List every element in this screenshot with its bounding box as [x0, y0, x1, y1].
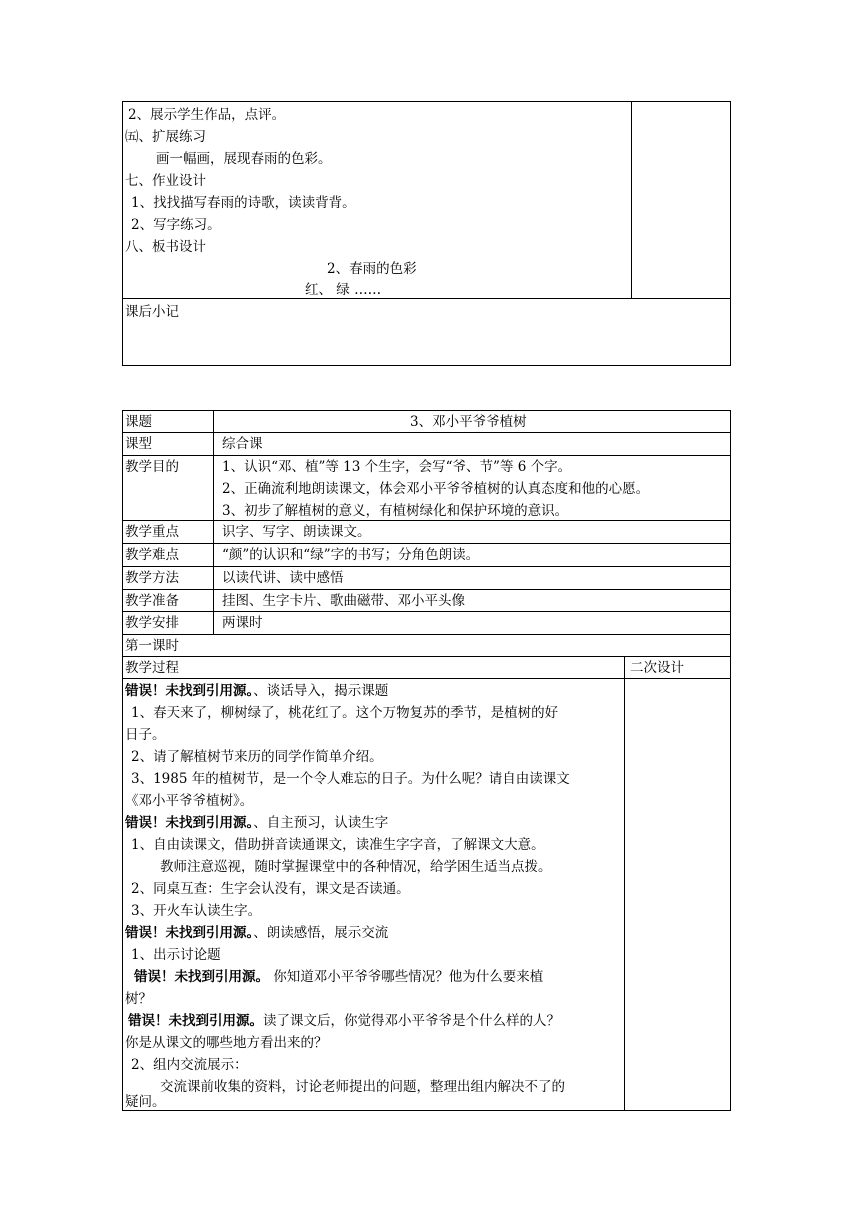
text-line: 疑问。: [125, 1094, 166, 1110]
row-label: 教学安排: [125, 615, 179, 631]
rule: [122, 410, 123, 1111]
text-line: 画一幅画，展现春雨的色彩。: [156, 151, 332, 167]
goal-item: 3、初步了解植树的意义，有植树绿化和保护环境的意识。: [222, 503, 569, 519]
goal-item: 1、认识“邓、植”等 13 个生字，会写“爷、节”等 6 个字。: [222, 459, 572, 475]
row-label: 教学准备: [125, 593, 179, 609]
row-value: 挂图、生字卡片、歌曲磁带、邓小平头像: [222, 593, 465, 609]
row-value: 识字、写字、朗读课文。: [222, 524, 371, 540]
text-line: 七、作业设计: [125, 173, 206, 189]
rule: [213, 410, 214, 635]
process-header: 教学过程: [125, 660, 179, 676]
text-line: 《邓小平爷爷植树》。: [125, 793, 254, 809]
second-design-header: 二次设计: [630, 660, 684, 676]
question-text: 你知道邓小平爷爷哪些情况？他为什么要来植: [269, 969, 544, 985]
rule: [122, 298, 731, 299]
rule: [631, 101, 632, 299]
row-value: “颜”的认识和“绿”字的书写；分角色朗读。: [222, 547, 480, 563]
board-title: 2、春雨的色彩: [327, 261, 417, 277]
text-line: 1、春天来了，柳树绿了，桃花红了。这个万物复苏的季节，是植树的好: [131, 705, 559, 721]
text-line: 3、1985 年的植树节，是一个令人难忘的日子。为什么呢？请自由读课文: [131, 771, 570, 787]
text-line: 2、写字练习。: [131, 217, 221, 233]
text-line: 2、组内交流展示：: [131, 1057, 248, 1073]
section-heading: [125, 814, 388, 832]
text-line: 1、自由读课文，借助拼音读通课文，读准生字字音，了解课文大意。: [131, 837, 545, 853]
error-text: 错误！未找到引用源。: [134, 969, 269, 985]
section-heading: [125, 682, 388, 700]
text-line: ㈤、扩展练习: [125, 129, 206, 145]
row-value: 两课时: [222, 615, 263, 631]
text-line: 你是从课文的哪些地方看出来的？: [125, 1035, 328, 1051]
error-text: 错误！未找到引用源。: [125, 683, 254, 699]
rule: [122, 101, 731, 102]
row-label: 课题: [125, 414, 152, 430]
text-line: 3、开火车认读生字。: [131, 903, 262, 919]
first-lesson-label: 第一课时: [125, 638, 179, 654]
row-value: 以读代讲、读中感悟: [222, 570, 344, 586]
section-heading: [125, 924, 388, 942]
text-line: 树？: [125, 991, 152, 1007]
row-label: 课型: [125, 436, 152, 452]
text-line: 2、请了解植树节来历的同学作简单介绍。: [131, 749, 383, 765]
error-text: 错误！未找到引用源。: [128, 1013, 263, 1029]
text-line: 日子。: [125, 727, 166, 743]
section-heading-text: 、谈话导入，揭示课题: [253, 683, 389, 699]
question-line: [128, 1012, 560, 1030]
text-line: 1、出示讨论题: [131, 947, 221, 963]
rule: [122, 101, 123, 366]
row-label: 教学重点: [125, 524, 179, 540]
board-content: 红、 绿 ……: [305, 282, 382, 298]
row-label: 教学难点: [125, 547, 179, 563]
error-text: 错误！未找到引用源。: [125, 815, 254, 831]
row-value: 综合课: [222, 436, 263, 452]
question-line: [134, 968, 543, 986]
row-label: 教学方法: [125, 570, 179, 586]
rule: [122, 1110, 731, 1111]
goal-item: 2、正确流利地朗读课文，体会邓小平爷爷植树的认真态度和他的心愿。: [222, 481, 650, 497]
row-label: 教学目的: [125, 459, 179, 475]
section-heading-text: 、朗读感悟，展示交流: [253, 925, 389, 941]
rule: [624, 656, 625, 1111]
rule: [730, 410, 731, 1111]
text-line: 交流课前收集的资料，讨论老师提出的问题，整理出组内解决不了的: [160, 1079, 565, 1095]
text-line: 2、同桌互查：生字会认没有，课文是否读通。: [131, 881, 410, 897]
lesson-title: 3、邓小平爷爷植树: [410, 414, 527, 430]
rule: [122, 656, 731, 657]
rule: [122, 365, 731, 366]
error-text: 错误！未找到引用源。: [125, 925, 254, 941]
rule: [122, 678, 731, 679]
text-line: 2、展示学生作品，点评。: [128, 107, 286, 123]
notes-label: 课后小记: [125, 304, 179, 320]
text-line: 1、找找描写春雨的诗歌，读读背背。: [131, 195, 356, 211]
rule: [730, 101, 731, 366]
question-text: 读了课文后，你觉得邓小平爷爷是个什么样的人？: [263, 1013, 560, 1029]
section-heading-text: 、自主预习，认读生字: [253, 815, 389, 831]
text-line: 教师注意巡视，随时掌握课堂中的各种情况，给学困生适当点拨。: [160, 859, 552, 875]
text-line: 八、板书设计: [125, 239, 206, 255]
